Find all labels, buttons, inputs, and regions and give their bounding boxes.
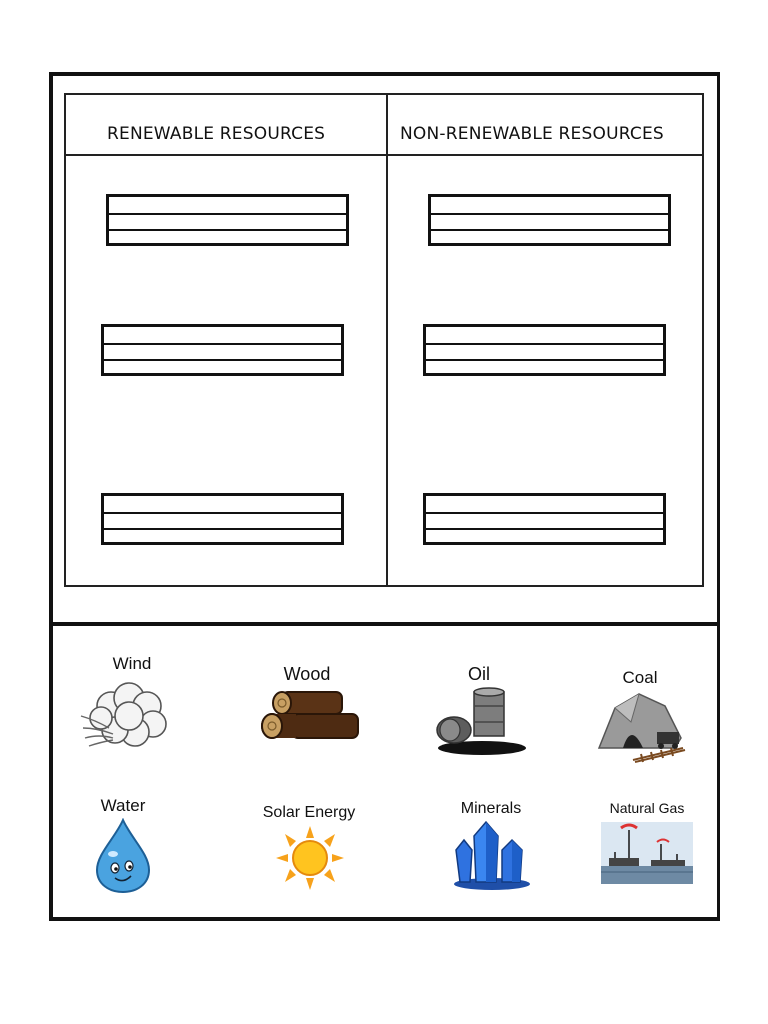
resource-card-wind[interactable] [57,650,207,780]
renewable-heading: RENEWABLE RESOURCES [107,124,326,144]
non-renewable-answer-box[interactable] [428,194,671,246]
resource-label: Wind [112,654,152,673]
resource-card-solar-energy[interactable] [234,800,384,930]
resource-card-minerals[interactable] [416,796,566,926]
resource-card-coal[interactable] [565,664,715,794]
answer-line [426,528,663,530]
gas-platform-icon [601,822,693,884]
sorting-table [64,93,704,587]
column-divider [386,95,388,585]
water-drop-icon [93,818,153,894]
wood-logs-icon [256,688,366,748]
renewable-answer-box[interactable] [101,493,344,545]
resource-label: Solar Energy [262,804,356,821]
non-renewable-answer-box[interactable] [423,324,666,376]
answer-line [431,213,668,215]
answer-line [104,359,341,361]
non-renewable-heading: NON-RENEWABLE RESOURCES [400,124,664,144]
answer-line [426,359,663,361]
resource-card-oil[interactable] [404,660,554,790]
header-divider [66,154,702,156]
resource-label: Wood [283,664,331,684]
answer-line [109,213,346,215]
wind-cloud-icon [79,676,179,756]
renewable-answer-box[interactable] [101,324,344,376]
answer-line [426,512,663,514]
coal-mine-icon [595,688,695,763]
answer-line [104,528,341,530]
answer-line [109,229,346,231]
renewable-answer-box[interactable] [106,194,349,246]
answer-line [431,229,668,231]
resource-label: Minerals [460,800,522,817]
resource-card-water[interactable] [48,792,198,922]
resource-label: Coal [622,668,658,687]
resource-label: Natural Gas [609,800,685,816]
non-renewable-answer-box[interactable] [423,493,666,545]
sun-icon [274,826,346,890]
oil-barrel-icon [428,686,528,756]
answer-line [426,343,663,345]
answer-line [104,343,341,345]
resource-label: Water [100,796,146,815]
resource-card-wood[interactable] [232,660,382,790]
crystal-icon [450,820,534,892]
resource-label: Oil [468,664,490,684]
answer-line [104,512,341,514]
resource-card-natural-gas[interactable] [572,796,722,926]
